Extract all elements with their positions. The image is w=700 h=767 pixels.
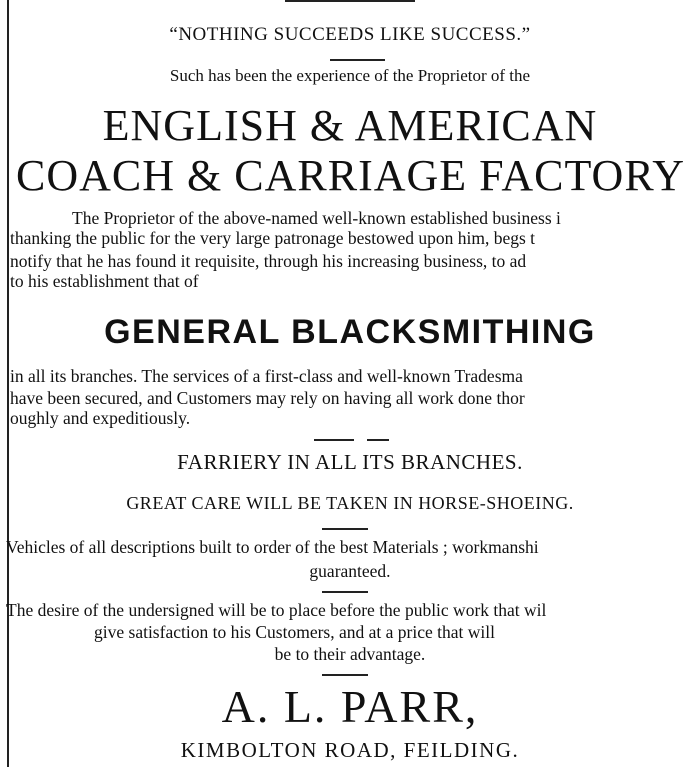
paragraph2-line-3: oughly and expeditiously. bbox=[10, 408, 191, 428]
top-divider-rule bbox=[285, 0, 415, 2]
vehicles-line-1: Vehicles of all descriptions built to order of the best Materials ; workmanshi bbox=[6, 537, 539, 557]
paragraph2-line-2: have been secured, and Customers may rely on having all work done thor bbox=[10, 388, 525, 408]
paragraph2-line-1: in all its branches. The services of a first-class and well-known Tradesma bbox=[10, 366, 523, 386]
divider-rule bbox=[322, 528, 368, 530]
vehicles-line-2: guaranteed. bbox=[309, 561, 391, 581]
service-heading: GENERAL BLACKSMITHING bbox=[104, 313, 596, 351]
divider-rule bbox=[322, 674, 368, 676]
factory-name-line-2: COACH & CARRIAGE FACTORY bbox=[16, 151, 686, 200]
divider-rule bbox=[314, 439, 354, 441]
intro-text: Such has been the experience of the Proprietor of the bbox=[169, 66, 531, 85]
divider-rule bbox=[367, 439, 389, 441]
farriery-heading: FARRIERY IN ALL ITS BRANCHES. bbox=[177, 450, 523, 474]
address: KIMBOLTON ROAD, FEILDING. bbox=[180, 738, 520, 762]
desire-line-3: be to their advantage. bbox=[274, 644, 426, 664]
paragraph1-line-2: thanking the public for the very large patronage bestowed upon him, begs t bbox=[10, 228, 536, 248]
desire-line-2: give satisfaction to his Customers, and at a price that will bbox=[94, 622, 495, 642]
paragraph1-line-3: notify that he has found it requisite, through his increasing business, to ad bbox=[10, 251, 527, 271]
divider-rule bbox=[322, 591, 368, 593]
divider-rule bbox=[330, 59, 385, 61]
paragraph1-line-4: to his establishment that of bbox=[10, 271, 199, 291]
factory-name-line-1: ENGLISH & AMERICAN bbox=[102, 101, 598, 150]
proprietor-name: A. L. PARR, bbox=[221, 681, 479, 732]
desire-line-1: The desire of the undersigned will be to place before the public work that wil bbox=[6, 600, 547, 620]
horse-shoeing-notice: GREAT CARE WILL BE TAKEN IN HORSE-SHOEING. bbox=[126, 493, 574, 513]
headline: “NOTHING SUCCEEDS LIKE SUCCESS.” bbox=[169, 24, 531, 45]
paragraph1-line-1: The Proprietor of the above-named well-known established business i bbox=[72, 208, 561, 228]
